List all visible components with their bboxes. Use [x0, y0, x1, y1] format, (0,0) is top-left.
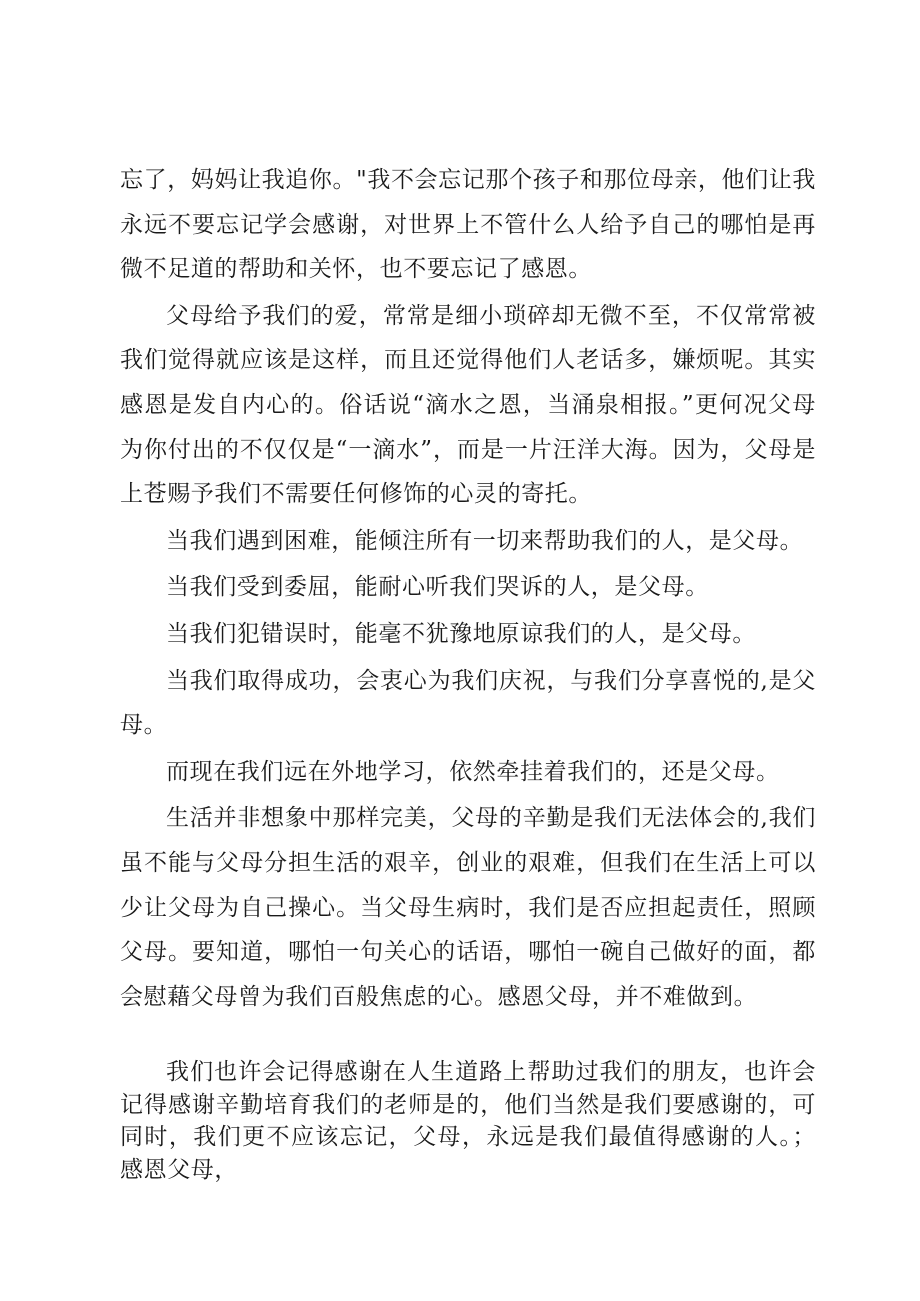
paragraph-5: 当我们犯错误时，能毫不犹豫地原谅我们的人，是父母。: [166, 620, 756, 647]
paragraph-1: 忘了，妈妈让我追你。"我不会忘记那个孩子和那位母亲，他们让我永远不要忘记学会感谢，对世界上不管什么人给予自己的哪怕是再微不足道的帮助和关怀，也不要忘记了感恩。: [120, 167, 816, 283]
paragraph-2: 父母给予我们的爱，常常是细小琐碎却无微不至，不仅常常被我们觉得就应该是这样，而且还觉得他们人老话多，嫌烦呢。其实感恩是发自内心的。俗话说“滴水之恩，当涌泉相报。”更何况父母为你付出的不仅仅是“一滴水”，而是一片汪洋大海。因为，父母是上苍赐予我们不需要任何修饰的心灵的寄托。: [120, 302, 816, 508]
paragraph-3: 当我们遇到困难，能倾注所有一切来帮助我们的人，是父母。: [166, 527, 804, 554]
paragraph-4: 当我们受到委屈，能耐心听我们哭诉的人，是父母。: [166, 574, 709, 601]
paragraph-9: 我们也许会记得感谢在人生道路上帮助过我们的朋友，也许会记得感谢辛勤培育我们的老师是的，他们当然是我们要感谢的，可同时，我们更不应该忘记，父母，永远是我们最值得感谢的人。；感恩父母，: [120, 1059, 816, 1183]
paragraph-7: 而现在我们远在外地学习，依然牵挂着我们的，还是父母。: [166, 758, 780, 785]
document-body: [120, 158, 816, 1019]
paragraph-6: 当我们取得成功，会衷心为我们庆祝，与我们分享喜悦的,是父母。: [120, 667, 816, 739]
document-body-tail: [120, 1056, 816, 1186]
paragraph-8: 生活并非想象中那样完美，父母的辛勤是我们无法体会的,我们虽不能与父母分担生活的艰辛，创业的艰难，但我们在生活上可以少让父母为自己操心。当父母生病时，我们是否应担起责任，照顾父母。要知道，哪怕一句关心的话语，哪怕一碗自己做好的面，都会慰藉父母曾为我们百般焦虑的心。感恩父母，并不难做到。: [120, 805, 816, 1010]
